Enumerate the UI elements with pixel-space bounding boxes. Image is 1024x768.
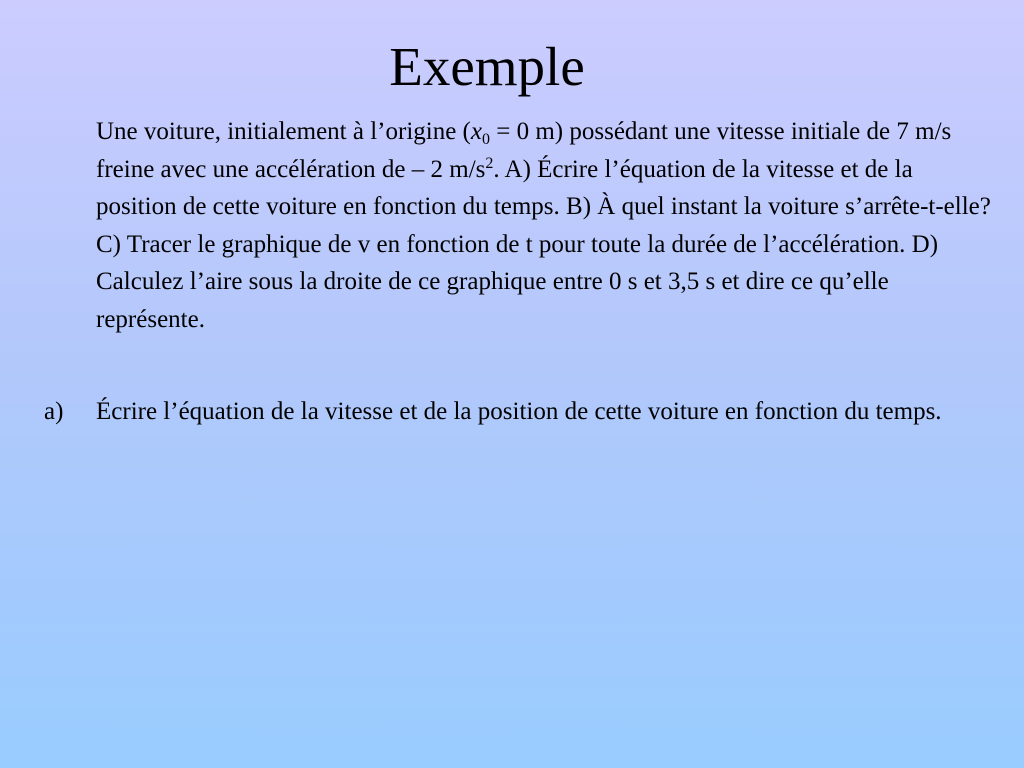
problem-text-middle: = 0 m) possédant une vitesse initiale de 7 m/s freine avec une accélération de – 2 m/s [96,118,952,183]
list-item-text: Écrire l’équation de la vitesse et de la position de cette voiture en fonction du temps. [96,398,942,425]
position-subscript: 0 [482,131,490,148]
unit-exponent: 2 [485,154,494,172]
problem-statement [96,113,996,338]
problem-text-intro: Une voiture, initialement à l’origine ( [96,118,471,145]
problem-text-end: . A) Écrire l’équation de la vitesse et de la position de cette voiture en fonction du temps. B) À quel instant la voiture s’arrête-t-elle? C) Tracer le graphique de v en fonction de t pour toute la durée de l’accélération. D) Calculez l’aire sous la droite de ce graphique entre 0 s et 3,5 s et dire ce qu’elle représente. [96,155,991,333]
list-item-marker: a) [44,398,64,425]
position-variable: x [470,118,482,145]
slide-title: Exemple [389,36,585,97]
